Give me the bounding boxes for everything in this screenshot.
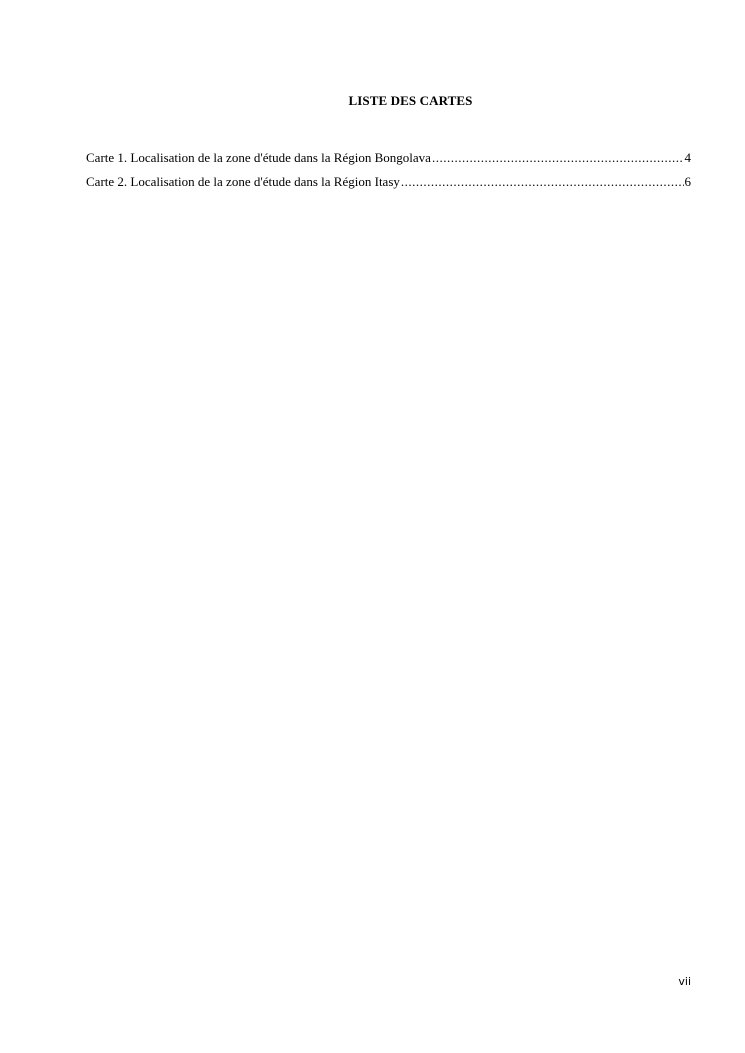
toc-entry-map-1[interactable] <box>86 146 691 170</box>
toc-dot-leader <box>401 170 684 194</box>
toc-entry-title: Carte 1. Localisation de la zone d'étude dans la Région Bongolava <box>86 150 431 165</box>
page-number: vii <box>678 975 691 988</box>
toc-entry-map-2[interactable] <box>86 170 691 194</box>
page-heading: LISTE DES CARTES <box>348 93 473 108</box>
toc-entry-title: Carte 2. Localisation de la zone d'étude dans la Région Itasy <box>86 174 400 189</box>
toc-dot-leader <box>432 146 684 170</box>
list-of-maps <box>86 146 691 194</box>
toc-entry-page: 6 <box>684 174 691 189</box>
toc-entry-page: 4 <box>684 150 691 165</box>
